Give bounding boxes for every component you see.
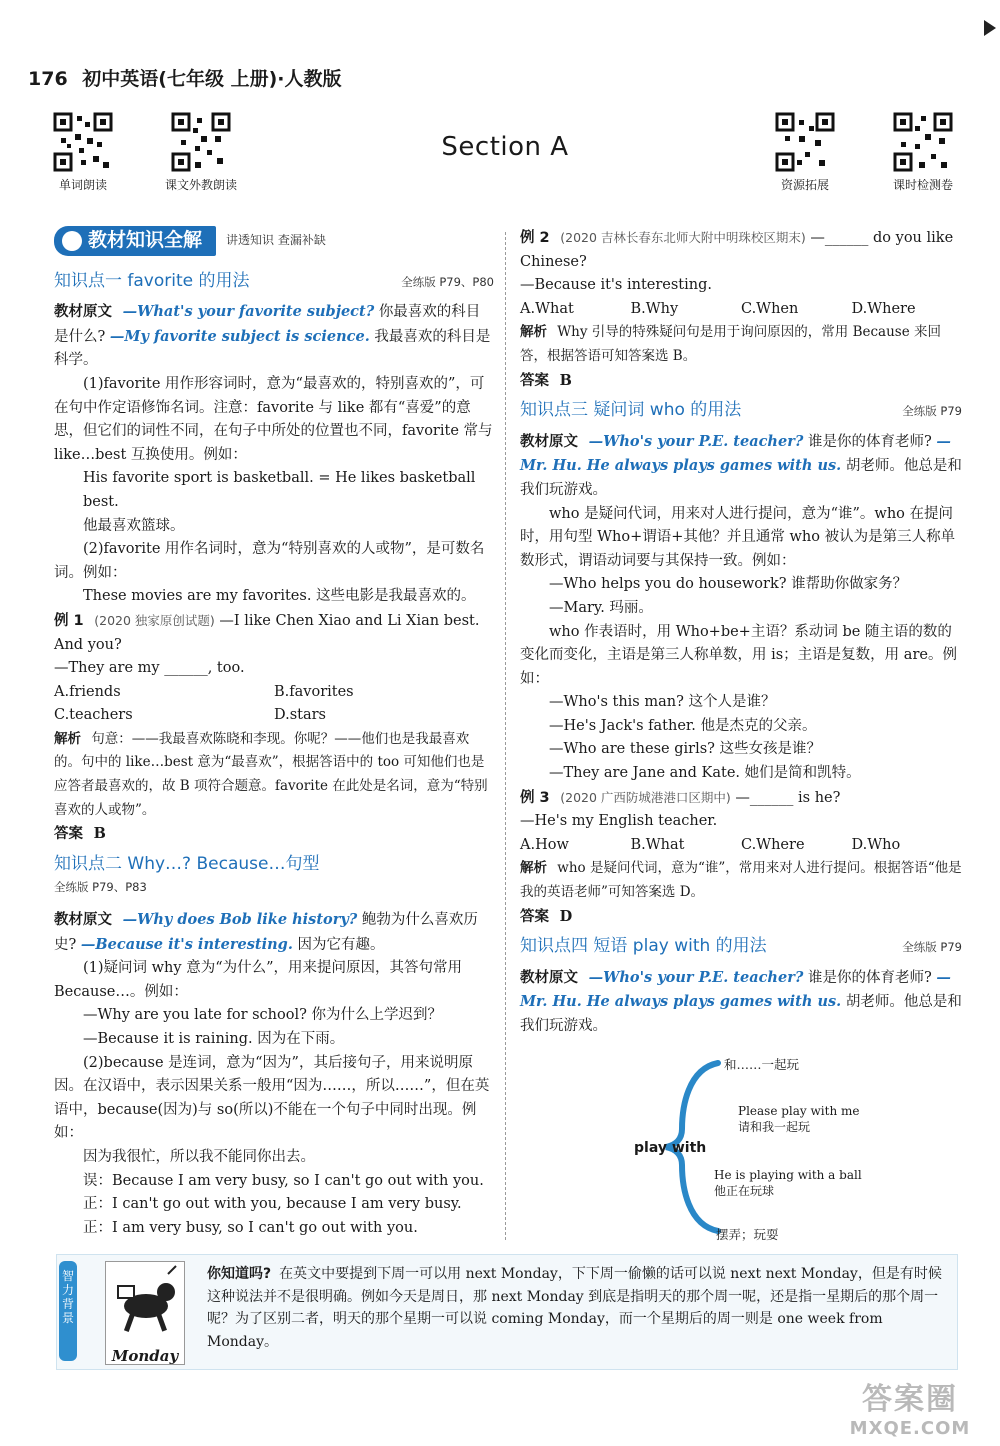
source-answer-cn: 胡老师。他总是和我们玩游戏。 bbox=[520, 458, 962, 498]
kp3-point1: who 是疑问代词，用来对人进行提问，意为“谁”。who 在提问时，用句型 Who+谓语+其他？并且通常 who 被认为是第三人称单数形式，谓语动词要与其保持一致。例如： bbox=[520, 505, 956, 569]
watermark bbox=[840, 1374, 980, 1444]
source-question: —What's your favorite subject? bbox=[122, 303, 375, 321]
page-header bbox=[28, 64, 342, 91]
analysis-label: 解析 bbox=[520, 860, 547, 877]
kp1-heading-row bbox=[54, 270, 494, 295]
option[interactable]: D.Who bbox=[851, 836, 901, 853]
kp3-source bbox=[520, 430, 962, 503]
kp2-example5: 正：I can't go out with you, because I am very busy. bbox=[83, 1196, 462, 1213]
source-answer-cn: 我最喜欢的科目是科学。 bbox=[54, 328, 491, 369]
option[interactable]: A.What bbox=[520, 300, 574, 317]
qr-code-icon bbox=[775, 112, 835, 172]
example-tag: (2020 吉林长春东北师大附中明珠校区期末) bbox=[560, 230, 806, 245]
qr-caption: 单词朗读 bbox=[58, 178, 107, 192]
kp1-example2: These movies are my favorites. 这些电影是我最喜欢的。 bbox=[83, 588, 476, 605]
option[interactable]: A.friends bbox=[54, 683, 121, 700]
kp2-example6: 正：I am very busy, so I can't go out with you. bbox=[83, 1219, 418, 1236]
page-number: 176 bbox=[28, 68, 68, 90]
source-answer: —Mr. Hu. He always plays games with us. bbox=[520, 968, 951, 1011]
kp2-ref: 全练版 P79、P83 bbox=[54, 880, 147, 895]
diagram-example1-en: Please play with me bbox=[738, 1103, 860, 1118]
example-label: 例 2 bbox=[520, 230, 550, 246]
left-column bbox=[54, 226, 494, 1240]
diagram-example2 bbox=[714, 1167, 862, 1199]
diagram-example1 bbox=[738, 1103, 859, 1135]
example3-options bbox=[520, 834, 962, 858]
example2-analysis bbox=[520, 321, 962, 368]
kp2-example1: —Why are you late for school? 你为什么上学迟到？ bbox=[83, 1007, 442, 1024]
analysis-label: 解析 bbox=[520, 324, 547, 341]
kp1-ref: 全练版 P79、P80 bbox=[401, 274, 494, 289]
source-label: 教材原文 bbox=[520, 969, 578, 986]
example-tag: (2020 广西防城港港口区期中) bbox=[560, 789, 731, 805]
qr-code-icon bbox=[53, 112, 113, 172]
kp2-point2: (2)because 是连词，意为“因为”，其后接句子，用来说明原因。在汉语中，表示因果关系一般用“因为……，所以……”，但在英语中，because(因为)与 so(所以)不能在一个句子中同时出现。例如： bbox=[54, 1054, 490, 1142]
diagram-center: play with bbox=[634, 1139, 707, 1156]
qr-code-icon bbox=[893, 112, 953, 172]
example3-analysis bbox=[520, 857, 962, 904]
kp3-heading: 知识点三 疑问词 who 的用法 bbox=[520, 400, 742, 421]
option[interactable]: B.Why bbox=[630, 300, 679, 317]
source-question-cn: 谁是你的体育老师? bbox=[807, 433, 932, 450]
qr-text-reading[interactable] bbox=[146, 112, 256, 193]
play-with-diagram bbox=[520, 1047, 962, 1247]
answer-value: B bbox=[93, 825, 106, 843]
kp1-source bbox=[54, 300, 494, 373]
banner-subtitle: 讲透知识 查漏补缺 bbox=[226, 233, 326, 247]
section-title: Section A bbox=[441, 132, 569, 162]
kp3-example1: —Who helps you do housework? 谁帮助你做家务？ bbox=[549, 576, 908, 593]
tip-text bbox=[207, 1263, 952, 1353]
banner-logo-icon bbox=[62, 231, 82, 251]
example1-answer bbox=[54, 822, 494, 847]
source-label: 教材原文 bbox=[54, 304, 112, 321]
source-question-cn: 鲍勃为什么喜欢历史? bbox=[54, 912, 478, 953]
kp2-example2: —Because it is raining. 因为在下雨。 bbox=[83, 1031, 345, 1047]
kp1-point2: (2)favorite 用作名词时，意为“特别喜欢的人或物”，是可数名词。例如： bbox=[54, 541, 485, 581]
example1-question bbox=[54, 609, 494, 657]
qr-caption: 课时检测卷 bbox=[892, 178, 953, 192]
diagram-example2-en: He is playing with a ball bbox=[714, 1167, 862, 1182]
qr-caption: 资源拓展 bbox=[780, 178, 829, 192]
qr-test[interactable] bbox=[868, 112, 978, 193]
diagram-meaning1: 和……一起玩 bbox=[724, 1056, 800, 1072]
example3-question2: —He's my English teacher. bbox=[520, 813, 718, 830]
analysis-text: 句意：——我最喜欢陈晓和李现。你呢？——他们也是我最喜欢的。句中的 like…best 意为“最喜欢”，根据答语中的 too 可知他们也是应答者最喜欢的，故 B 项符合题意。favorite 在此处是名词，意为“特别喜欢的人或物”。 bbox=[54, 730, 488, 818]
column-divider bbox=[505, 232, 506, 1240]
kp2-heading-row bbox=[54, 853, 494, 900]
example2-question bbox=[520, 226, 962, 274]
diagram-meaning2: 摆弄；玩耍 bbox=[716, 1226, 779, 1242]
kp3-point2: who 作表语时，用 Who+be+主语？系动词 be 随主语的数的变化而变化，主语是第三人称单数，用 is；主语是复数，用 are。例如： bbox=[520, 623, 957, 687]
kp2-source bbox=[54, 908, 494, 957]
banner-title-box bbox=[54, 226, 216, 256]
example-label: 例 1 bbox=[54, 612, 84, 629]
source-question-cn: 谁是你的体育老师? bbox=[807, 969, 932, 986]
kp4-heading-row bbox=[520, 935, 962, 960]
qr-word-reading[interactable] bbox=[28, 112, 138, 193]
qr-resource[interactable] bbox=[750, 112, 860, 193]
answer-value: D bbox=[559, 907, 573, 925]
kp3-ref: 全练版 P79 bbox=[902, 404, 962, 419]
example-question-text: —______ do you like Chinese? bbox=[520, 230, 954, 270]
corner-arrow-icon bbox=[984, 20, 996, 36]
option[interactable]: B.What bbox=[630, 836, 685, 853]
watermark-big: 答案圈 bbox=[862, 1382, 958, 1417]
book-title: 初中英语(七年级 上册)·人教版 bbox=[82, 68, 342, 90]
tip-body: 在英文中要提到下周一可以用 next Monday，下下周一偷懒的话可以说 next next Monday，但是有时候这种说法并不是很明确。例如今天是周日，那 next Monday 到底是指明天的那个周一呢，还是指一星期后的那个周一呢？为了区别二者，明天的那个星期一可以说 coming Monday，而一个星期后的周一则是 one week from Monday。 bbox=[207, 1266, 942, 1350]
example2-answer bbox=[520, 369, 962, 394]
tip-question: 你知道吗? bbox=[207, 1266, 272, 1282]
example2-options bbox=[520, 298, 962, 322]
option[interactable]: A.How bbox=[520, 836, 569, 853]
diagram-example1-cn: 请和我一起玩 bbox=[738, 1119, 811, 1134]
example-label: 例 3 bbox=[520, 789, 550, 806]
banner-title: 教材知识全解 bbox=[88, 229, 203, 251]
kp3-example6: —They are Jane and Kate. 她们是简和凯特。 bbox=[549, 765, 861, 782]
kp4-source bbox=[520, 966, 962, 1039]
answer-label: 答案 bbox=[520, 372, 549, 389]
qr-code-icon bbox=[171, 112, 231, 172]
example-question-text: —I like Chen Xiao and Li Xian best. And you? bbox=[54, 612, 480, 653]
source-question: —Who's your P.E. teacher? bbox=[588, 432, 804, 450]
qr-caption: 课文外教朗读 bbox=[164, 178, 237, 192]
answer-value: B bbox=[559, 371, 572, 389]
kp1-heading: 知识点一 favorite 的用法 bbox=[54, 270, 250, 291]
source-question: —Why does Bob like history? bbox=[122, 911, 358, 929]
source-answer: —Because it's interesting. bbox=[80, 935, 293, 953]
kp4-heading: 知识点四 短语 play with 的用法 bbox=[520, 936, 767, 957]
kp2-example3: 因为我很忙，所以我不能同你出去。 bbox=[83, 1148, 315, 1165]
kp1-point1: (1)favorite 用作形容词时，意为“最喜欢的，特别喜欢的”，可在句中作定语修饰名词。注意：favorite 与 like 都有“喜爱”的意思，但它们的词性不同，在句子中所处的位置也不同，favorite 常与 like…best 互换使用。例如： bbox=[54, 375, 493, 463]
example-tag: (2020 独家原创试题) bbox=[94, 612, 215, 628]
tip-side-label: 智力背景 bbox=[59, 1261, 77, 1361]
option[interactable]: B.favorites bbox=[274, 683, 354, 700]
monday-illustration bbox=[105, 1261, 185, 1365]
source-answer-cn: 胡老师。他总是和我们玩游戏。 bbox=[520, 994, 962, 1034]
example1-options bbox=[54, 681, 494, 728]
analysis-text: Why 引导的特殊疑问句是用于询问原因的，常用 Because 来回答，根据答语可知答案选 B。 bbox=[520, 324, 941, 364]
example2-question2: —Because it's interesting. bbox=[520, 277, 713, 294]
running-dog-icon bbox=[106, 1262, 186, 1342]
kp3-example5: —Who are these girls? 这些女孩是谁？ bbox=[549, 741, 822, 758]
example3-question bbox=[520, 786, 962, 811]
brace-icon bbox=[520, 1047, 962, 1247]
source-label: 教材原文 bbox=[54, 912, 112, 929]
option[interactable]: C.Where bbox=[741, 836, 805, 853]
tip-box bbox=[56, 1254, 958, 1370]
kp3-example3: —Who's this man? 这个人是谁？ bbox=[549, 694, 776, 711]
section-banner bbox=[54, 226, 494, 256]
image-caption: Monday bbox=[111, 1347, 179, 1365]
option[interactable]: D.Where bbox=[851, 300, 916, 317]
source-label: 教材原文 bbox=[520, 433, 578, 450]
kp1-example1-cn: 他最喜欢篮球。 bbox=[83, 517, 185, 534]
kp2-point1: (1)疑问词 why 意为“为什么”，用来提问原因，其答句常用 Because…。例如： bbox=[54, 960, 463, 1000]
analysis-text: who 是疑问代词，意为“谁”，常用来对人进行提问。根据答语“他是我的英语老师”可知答案选 D。 bbox=[520, 860, 962, 901]
example-question-text: —______ is he? bbox=[735, 789, 841, 806]
example3-answer bbox=[520, 905, 962, 930]
answer-label: 答案 bbox=[520, 908, 549, 925]
source-question-cn: 你最喜欢的科目是什么? bbox=[54, 304, 481, 345]
option[interactable]: D.stars bbox=[274, 707, 327, 724]
example1-question2: —They are my ______, too. bbox=[54, 660, 245, 677]
option[interactable]: C.When bbox=[741, 300, 799, 317]
answer-label: 答案 bbox=[54, 826, 83, 843]
kp3-heading-row bbox=[520, 399, 962, 424]
kp2-example4: 误：Because I am very busy, so I can't go out with you. bbox=[83, 1172, 484, 1189]
kp3-example4: —He's Jack's father. 他是杰克的父亲。 bbox=[549, 717, 817, 734]
example1-analysis bbox=[54, 728, 494, 822]
analysis-label: 解析 bbox=[54, 730, 81, 747]
source-answer: —My favorite subject is science. bbox=[109, 327, 370, 345]
option[interactable]: C.teachers bbox=[54, 707, 133, 724]
source-answer-cn: 因为它有趣。 bbox=[297, 936, 385, 953]
watermark-small: MXQE.COM bbox=[849, 1418, 971, 1439]
right-column bbox=[520, 226, 962, 1247]
kp1-example1: His favorite sport is basketball. = He likes basketball best. bbox=[83, 470, 476, 510]
kp2-heading: 知识点二 Why…? Because…句型 bbox=[54, 853, 320, 874]
source-question: —Who's your P.E. teacher? bbox=[588, 968, 804, 986]
kp4-ref: 全练版 P79 bbox=[902, 940, 962, 955]
diagram-example2-cn: 他正在玩球 bbox=[714, 1183, 775, 1198]
kp3-example2: —Mary. 玛丽。 bbox=[549, 599, 653, 616]
source-answer: —Mr. Hu. He always plays games with us. bbox=[520, 432, 951, 475]
